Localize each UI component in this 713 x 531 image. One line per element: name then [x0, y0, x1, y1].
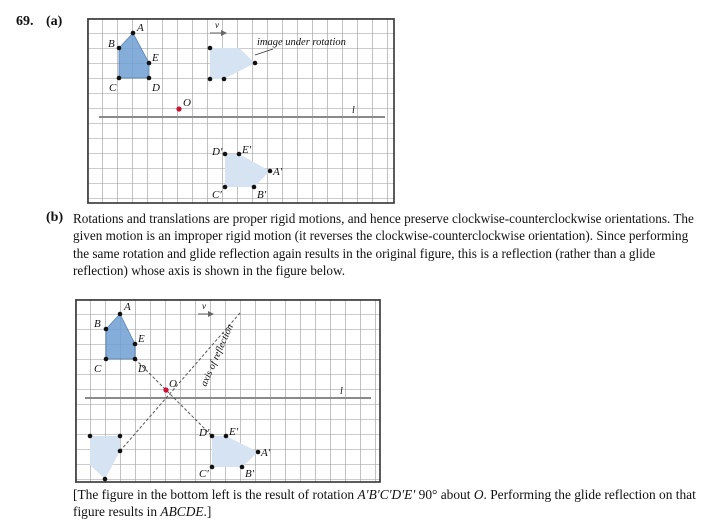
label-a: A: [137, 22, 144, 34]
label-e-prime-b: E′: [229, 426, 239, 438]
label-l-b: l: [340, 386, 343, 397]
label-b-b: B: [94, 318, 101, 330]
caption-center: O: [473, 487, 484, 502]
label-o-b: O: [169, 378, 177, 390]
label-b: B: [108, 38, 115, 50]
figure-a-prime-b-b: [212, 436, 258, 467]
caption-part1: [The figure in the bottom left is the result of rotation: [73, 487, 358, 502]
label-e: E: [152, 52, 159, 64]
caption-part4: .]: [203, 504, 212, 519]
figure-a: [87, 18, 395, 204]
rotated-figure-bottom-left: [90, 436, 120, 479]
figure-abcde: [119, 33, 149, 78]
caption-part3: . Performing the glide reflection on that figure results in: [73, 487, 696, 519]
label-v-b: v: [202, 301, 206, 311]
caption-figure-name: A′B′C′D′E′: [357, 487, 416, 502]
label-c: C: [109, 82, 117, 94]
figure-abcde-b: [106, 314, 135, 359]
label-d-prime-b: D′: [199, 427, 210, 439]
label-d-b: D: [138, 363, 146, 375]
problem-number: 69.: [16, 14, 34, 29]
part-b-label: (b): [46, 210, 64, 225]
center-point-o: [176, 106, 181, 111]
figure-a-prime-b: [225, 154, 270, 187]
vector-v-b-arrowhead: [208, 311, 214, 317]
label-c-b: C: [94, 363, 102, 375]
part-b-paragraph: Rotations and translations are proper rigid motions, and hence preserve clockwise-counterclockwise orientations. The given motion is an improper rigid motion (it reverses the clockwise-counterclockwise orientation). Since performing the same rotation and glide reflection again results in the original figure, this is a reflection (rather than a glide reflection) whose axis is shown in the figure below.: [73, 211, 694, 278]
annotation-leader: [255, 49, 273, 55]
caption-result: ABCDE: [160, 504, 204, 519]
label-a-prime-b: A′: [261, 447, 271, 459]
label-d: D: [152, 82, 160, 94]
axis-of-reflection-label: axis of reflection: [198, 322, 236, 389]
annotation-image-under-rotation: image under rotation: [257, 37, 346, 48]
label-v: v: [215, 20, 219, 30]
label-l: l: [352, 105, 355, 116]
center-point-o-b: [163, 387, 168, 392]
vector-v-arrowhead: [221, 30, 227, 36]
figure-b: [75, 299, 381, 483]
caption-part2: 90° about: [415, 487, 474, 502]
label-b-prime-b: B′: [245, 468, 255, 480]
label-o: O: [183, 97, 191, 109]
label-e-b: E: [138, 333, 145, 345]
figure-caption: [73, 486, 703, 520]
label-e-prime: E′: [242, 144, 252, 156]
label-b-prime: B′: [257, 189, 267, 201]
label-a-prime: A′: [273, 166, 283, 178]
rotation-image: [210, 48, 255, 79]
label-c-prime-b: C′: [199, 468, 209, 480]
label-c-prime: C′: [212, 189, 222, 201]
label-d-prime: D′: [212, 146, 223, 158]
label-a-b: A: [124, 301, 131, 313]
part-a-label: (a): [46, 14, 63, 29]
